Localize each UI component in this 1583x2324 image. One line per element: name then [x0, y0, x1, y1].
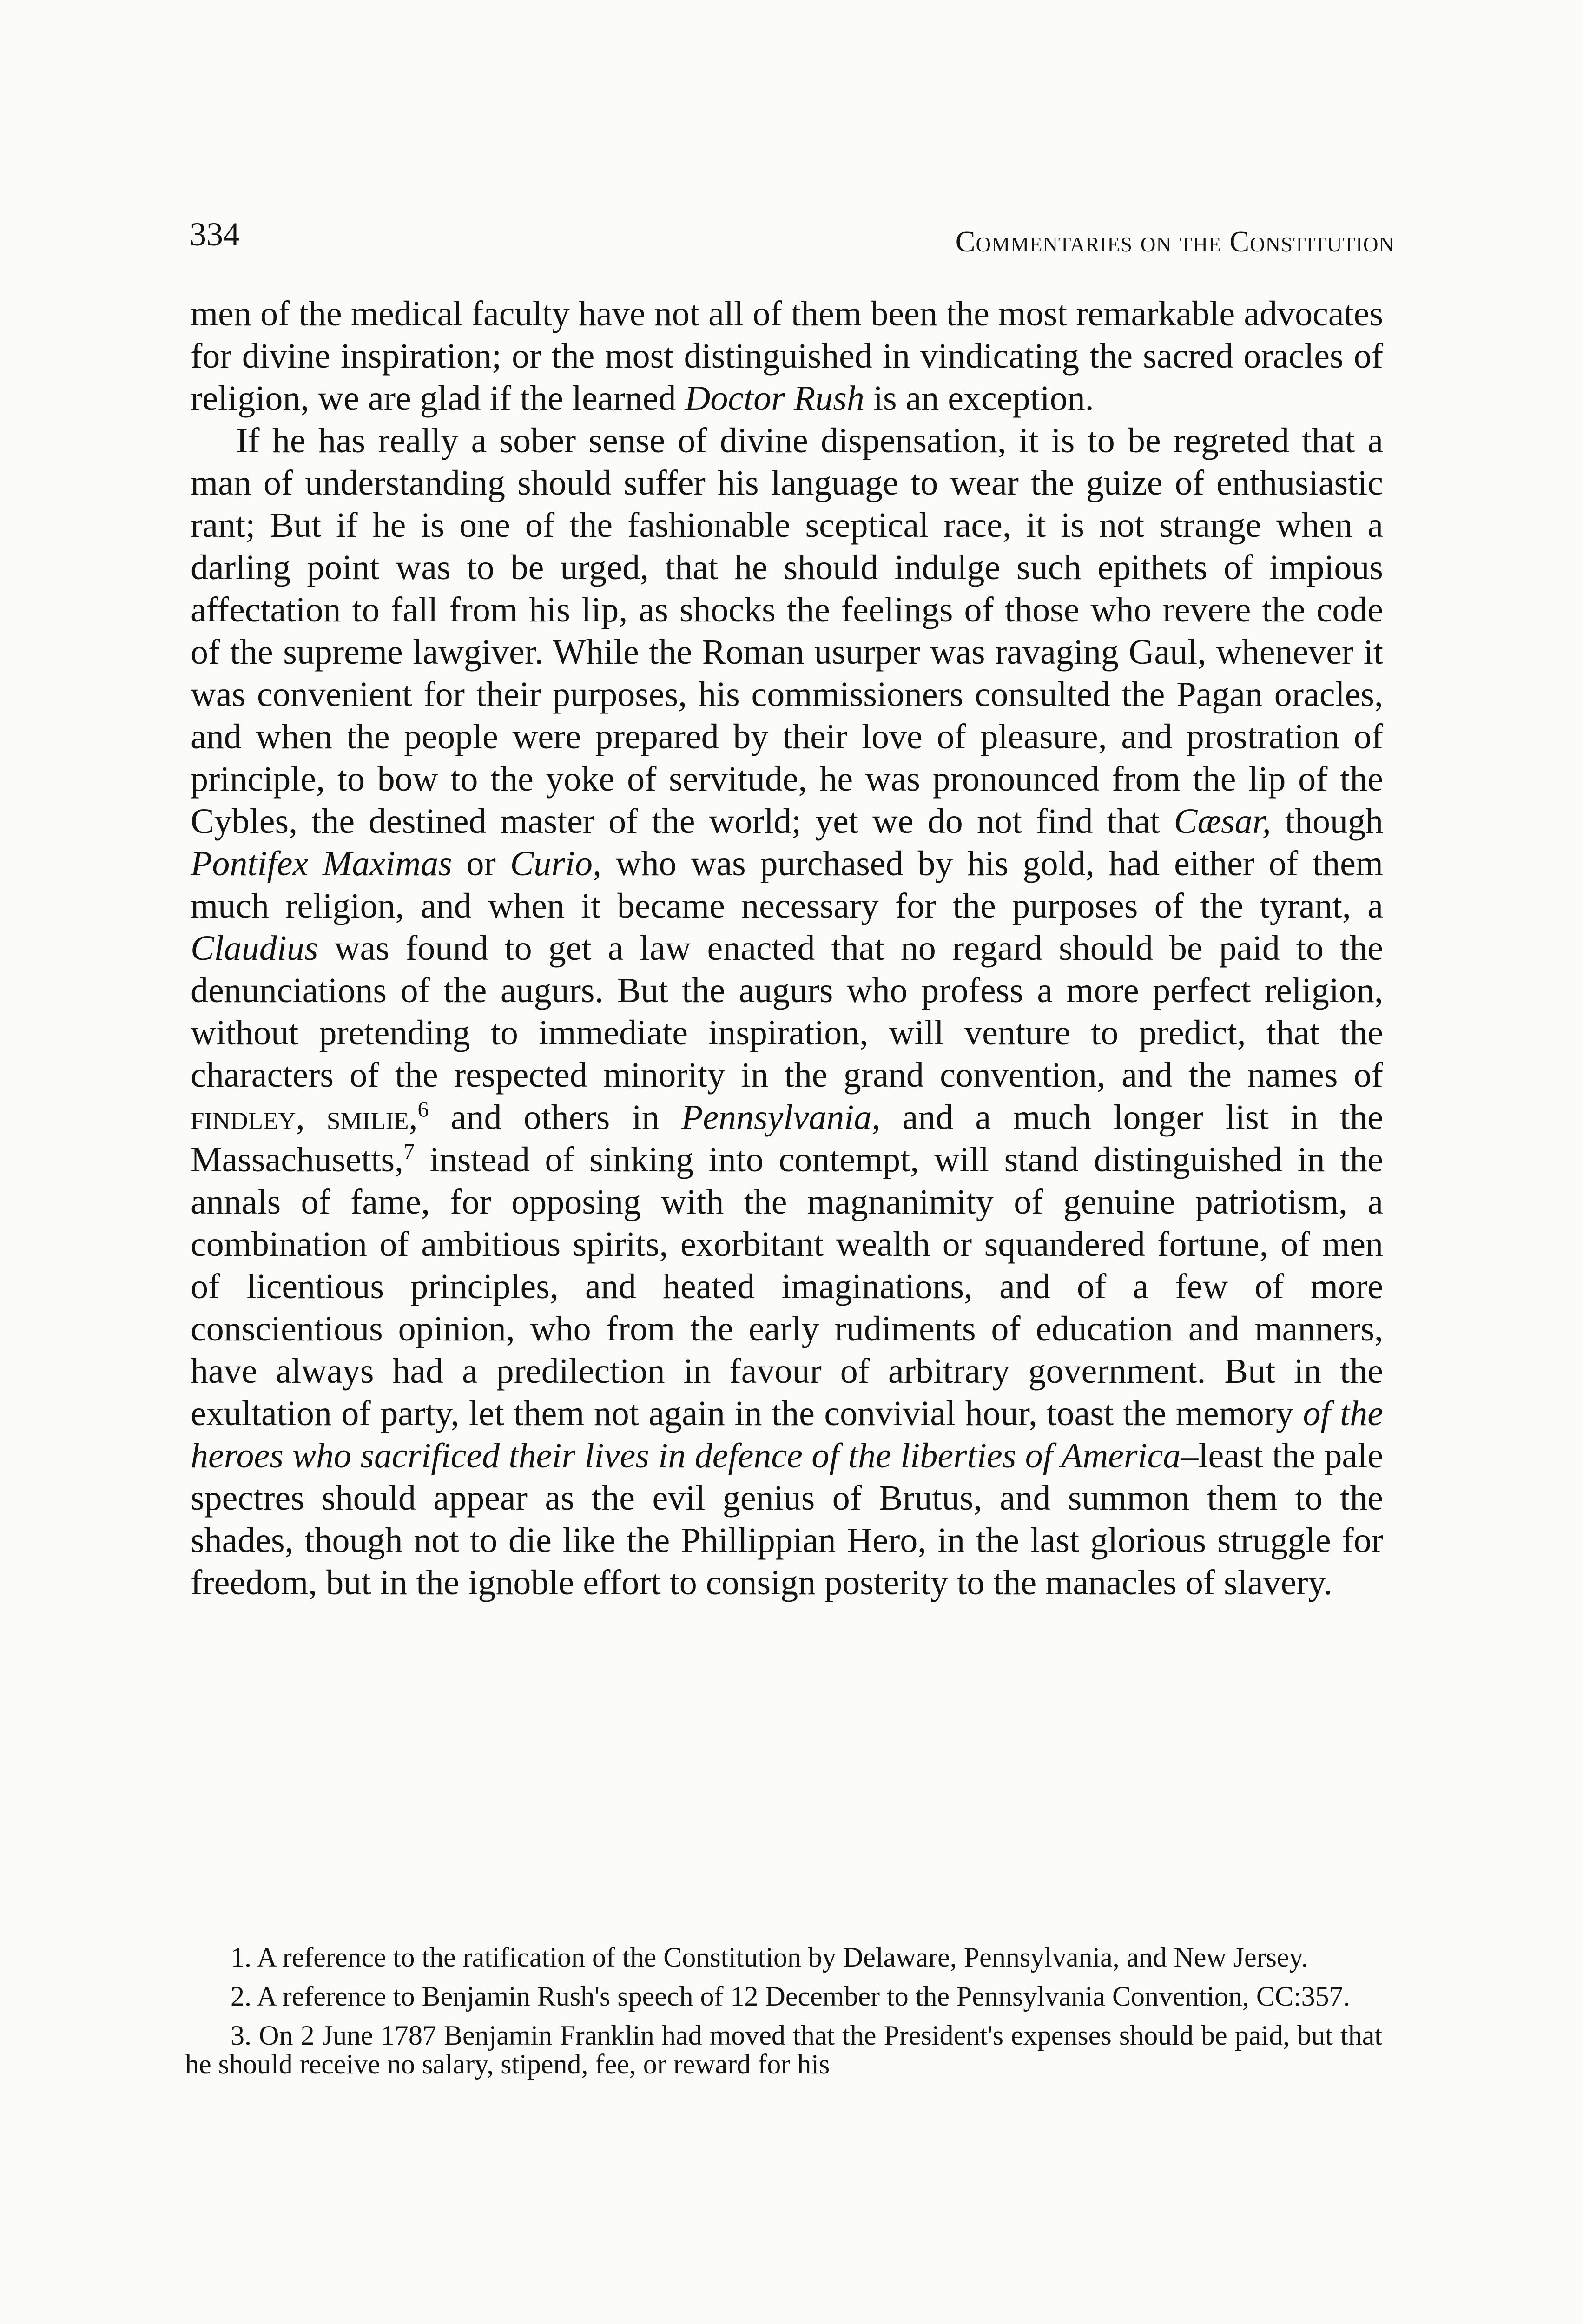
italic-run: of the heroes who sacrificed their lives in defence of the liberties of America [191, 1394, 1383, 1475]
page-number: 334 [190, 216, 240, 253]
running-head: Commentaries on the Constitution [955, 225, 1394, 258]
footnotes [185, 1943, 1382, 2089]
text-run: –least the pale spectres should appear as the evil genius of Brutus, and summon them to the shades, though not to die like the Phillippian Hero, in the last glorious struggle for freedom, but in the ignoble effort to consign posterity to the manacles of slavery. [191, 1436, 1383, 1602]
italic-run: Claudius [191, 929, 318, 968]
small-caps-names: findley, smilie, [191, 1098, 418, 1137]
italic-run: Doctor Rush [685, 379, 864, 418]
italic-run: Cæsar, [1174, 802, 1271, 841]
paragraph-1 [191, 293, 1383, 420]
italic-run: Pennsylvania, [681, 1098, 881, 1137]
footnote-2: 2. A reference to Benjamin Rush's speech of 12 December to the Pennsylvania Convention, CC:357. [231, 1981, 1350, 2012]
footnote-ref-6: 6 [417, 1097, 429, 1122]
footnote-3: 3. On 2 June 1787 Benjamin Franklin had moved that the President's expenses should be paid, but that he should receive no salary, stipend, fee, or reward for his [185, 2020, 1382, 2080]
footnote-ref-7: 7 [403, 1139, 415, 1164]
text-run: instead of sinking into contempt, will stand distinguished in the annals of fame, for opposing with the magnanimity of genuine patriotism, a combination of ambitious spirits, exorbitant wealth or squandered fortune, of men of licentious principles, and heated imaginations, and of a few of more conscientious opinion, who from the early rudiments of education and manners, have always had a predilection in favour of arbitrary government. But in the exultation of party, let them not again in the convivial hour, toast the memory [191, 1140, 1383, 1433]
body-text [191, 293, 1383, 1604]
text-run: and a much longer list in the Massachusetts, [191, 1098, 1383, 1179]
footnote-1: 1. A reference to the ratification of the Constitution by Delaware, Pennsylvania, and New Jersey. [231, 1942, 1308, 1973]
italic-run: Curio, [510, 844, 601, 883]
text-run: though [1271, 802, 1383, 841]
text-run: or [452, 844, 510, 883]
text-run: is an exception. [864, 379, 1094, 418]
text-run: and others in [429, 1098, 681, 1137]
italic-run: Pontifex Maximas [191, 844, 452, 883]
paragraph-2 [191, 420, 1383, 1604]
text-run: If he has really a sober sense of divine dispensation, it is to be regreted that a man of understanding should suffer his language to wear the guize of enthusiastic rant; But if he is one of the fashionable sceptical race, it is not strange when a darling point was to be urged, that he should indulge such epithets of impious affectation to fall from his lip, as shocks the feelings of those who revere the code of the supreme lawgiver. While the Roman usurper was ravaging Gaul, whenever it was convenient for their purposes, his commissioners consulted the Pagan oracles, and when the people were prepared by their love of pleasure, and prostration of principle, to bow to the yoke of servitude, he was pronounced from the lip of the Cybles, the destined master of the world; yet we do not find that [191, 421, 1383, 841]
text-run: who was purchased by his gold, had either of them much religion, and when it became necessary for the purposes of the tyrant, a [191, 844, 1383, 925]
text-run: was found to get a law enacted that no regard should be paid to the denunciations of the augurs. But the augurs who profess a more perfect religion, without pretending to immediate inspiration, will venture to predict, that the characters of the respected minority in the grand convention, and the names of [191, 929, 1383, 1095]
text-run: men of the medical faculty have not all of them been the most remarkable advocates for divine inspiration; or the most distinguished in vindicating the sacred oracles of religion, we are glad if the learned [191, 294, 1383, 418]
